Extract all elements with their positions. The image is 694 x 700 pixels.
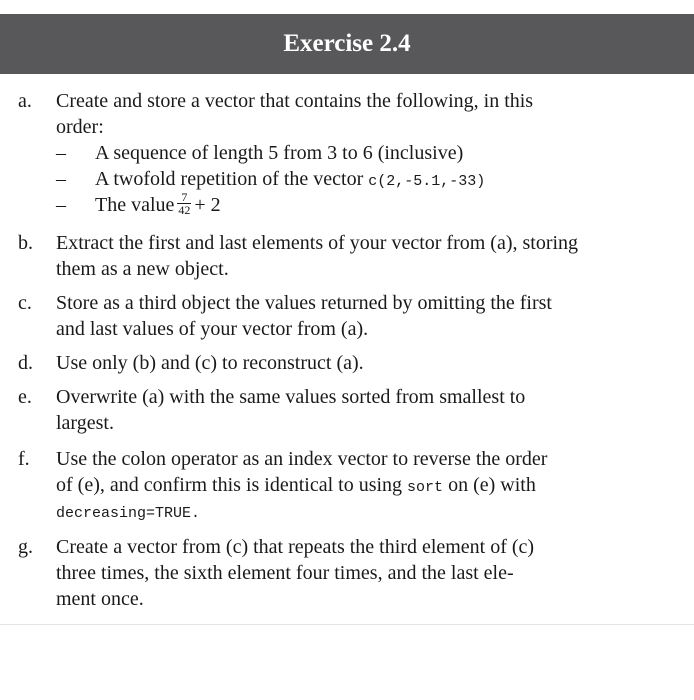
item-text-line: ment once. (56, 588, 144, 610)
dash-bullet: – (56, 168, 66, 190)
item-marker: b. (18, 232, 33, 254)
dash-bullet: – (56, 194, 66, 216)
dash-bullet: – (56, 142, 66, 164)
item-body (56, 384, 681, 436)
exercise-title: Exercise 2.4 (283, 30, 411, 57)
fraction-denominator: 42 (178, 202, 191, 217)
inline-code: sort (407, 479, 444, 496)
fraction-numerator: 7 (177, 191, 191, 204)
item-text-line (56, 498, 681, 524)
item-text-line: and last values of your vector from (a). (56, 318, 369, 340)
item-marker: f. (18, 448, 30, 470)
item-body (56, 88, 681, 218)
item-text-segment: of (e), and confirm this is identical to using (56, 474, 408, 496)
item-body (56, 534, 681, 612)
item-body (56, 350, 681, 376)
item-marker: a. (18, 90, 32, 112)
item-text-line (56, 472, 681, 498)
item-body (56, 230, 681, 282)
sub-item-prefix: The value (95, 194, 175, 216)
sub-item-prefix: A twofold repetition of the vector (95, 168, 369, 190)
item-body (56, 446, 681, 524)
item-text-line: Use the colon operator as an index vector to reverse the order (56, 448, 548, 470)
item-text-line: Create and store a vector that contains the following, in this (56, 90, 534, 112)
item-text-line: Extract the first and last elements of your vector from (a), storing (56, 232, 579, 254)
sub-item-text (95, 189, 221, 219)
item-text-segment: on (e) with (443, 474, 536, 496)
inline-code: decreasing=TRUE. (56, 505, 201, 522)
item-text-line: Use only (b) and (c) to reconstruct (a). (56, 352, 364, 374)
item-marker: g. (18, 536, 33, 558)
item-marker: c. (18, 292, 32, 314)
item-text-line: Create a vector from (c) that repeats the third element of (c) (56, 536, 535, 558)
sub-item-repetition (56, 166, 681, 192)
exercise-content (0, 74, 694, 625)
item-marker: d. (18, 352, 33, 374)
item-marker: e. (18, 386, 32, 408)
inline-code: c(2,-5.1,-33) (368, 173, 486, 190)
item-text-line: them as a new object. (56, 258, 229, 280)
sub-item-text: A sequence of length 5 from 3 to 6 (inclusive) (95, 142, 464, 164)
item-text-line: three times, the sixth element four times, and the last ele- (56, 562, 514, 584)
fraction (177, 191, 191, 216)
exercise-header (0, 14, 694, 74)
item-body (56, 290, 681, 342)
item-text-line: order: (56, 116, 104, 138)
item-text-line: Store as a third object the values returned by omitting the first (56, 292, 552, 314)
sub-item-suffix: + 2 (194, 194, 221, 216)
sub-item-text (95, 166, 485, 195)
item-text-line: Overwrite (a) with the same values sorted from smallest to (56, 386, 526, 408)
item-text-line: largest. (56, 412, 114, 434)
sub-item-sequence (56, 140, 681, 166)
sub-item-value (56, 189, 681, 218)
